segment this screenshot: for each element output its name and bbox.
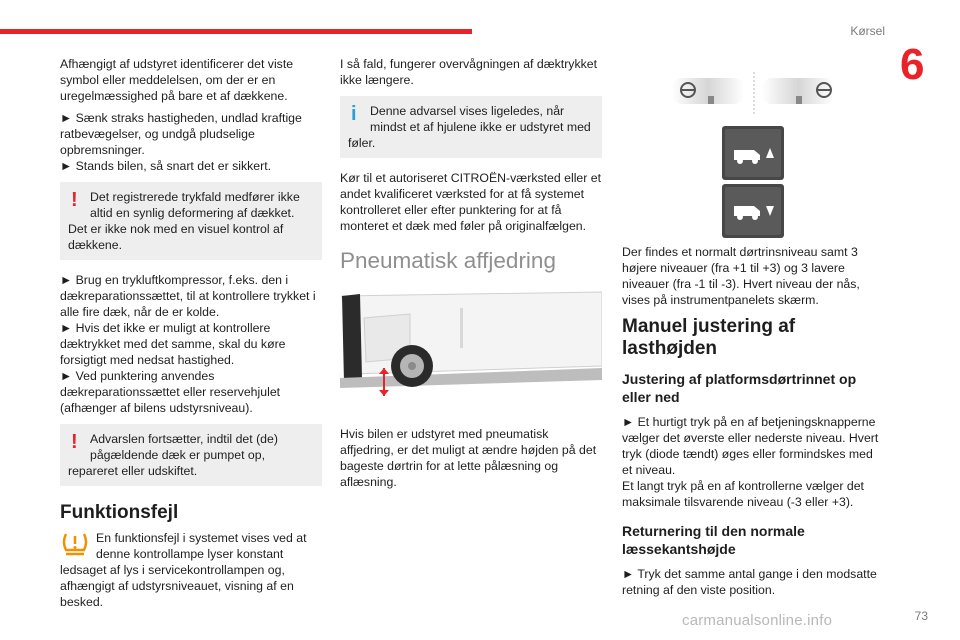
funk-row bbox=[60, 530, 322, 562]
funk-text: En funktionsfejl i systemet vises ved at denne kontrollampe lyser konstant bbox=[96, 531, 307, 561]
bullet: ► Sænk straks hastigheden, undlad kraftige ratbevægelser, og undgå pludselige opbremsninger. bbox=[60, 111, 302, 157]
warning-box bbox=[60, 182, 322, 260]
heading-returnering: Returnering til den normale læssekantshøjde bbox=[622, 523, 805, 557]
info-text: føler. bbox=[348, 136, 376, 150]
bullet: ► Et hurtigt tryk på en af betjeningsknapperne vælger det øverste eller nederste niveau. Hvert tryk (diode tændt) øges eller formindskes med et niveau. bbox=[622, 415, 879, 477]
warning-box bbox=[60, 424, 322, 486]
paragraph: Der findes et normalt dørtrinsniveau samt 3 højere niveauer (fra +1 til +3) og 3 lavere niveauer (fra -1 til -3). Hvert niveau der nås, vises på instrumentpanelets skærm. bbox=[622, 245, 860, 307]
van-raise-button-icon bbox=[722, 126, 784, 180]
info-box bbox=[340, 96, 602, 158]
paragraph: Hvis bilen er udstyret med pneumatisk affjedring, er det muligt at ændre højden på det bageste dørtrin for at lette pålæsning og aflæsning. bbox=[340, 427, 597, 489]
warning-text: repareret eller udskiftet. bbox=[68, 464, 198, 478]
info-text: Denne advarsel vises ligeledes, når mindst et af hjulene ikke er udstyret med bbox=[370, 104, 591, 134]
paragraph: Afhængigt af udstyret identificerer det viste symbol eller meddelelsen, om der er en uregelmæssighed på bare et af dækkene. bbox=[60, 57, 294, 103]
page-number: 73 bbox=[914, 609, 928, 623]
section-name: Kørsel bbox=[850, 24, 885, 38]
warning-mark-icon: ! bbox=[71, 431, 78, 453]
chapter-number: 6 bbox=[900, 40, 925, 89]
bullet: ► Ved punktering anvendes dækreparationssættet eller reservehjulet (afhænger af bilens udstyrsniveau). bbox=[60, 369, 281, 415]
top-accent-bar bbox=[0, 29, 472, 34]
column-3 bbox=[622, 244, 884, 604]
dashboard-display-illustration bbox=[672, 72, 842, 116]
warning-text: Advarslen fortsætter, indtil det (de) pågældende dæk er pumpet op, bbox=[90, 432, 278, 462]
bullet: ► Tryk det samme antal gange i den modsatte retning af den viste position. bbox=[622, 567, 877, 597]
warning-text: Det registrerede trykfald medfører ikke altid en synlig deformering af dækket. bbox=[90, 190, 300, 220]
heading-funktionsfejl: Funktionsfejl bbox=[60, 502, 179, 523]
column-1 bbox=[60, 56, 322, 616]
van-rear-photo bbox=[340, 288, 602, 400]
paragraph: Et langt tryk på en af kontrollerne vælger det maksimale tilsvarende niveau (-3 eller +3). bbox=[622, 479, 864, 509]
paragraph: ledsaget af lys i servicekontrollampen og, afhængigt af udstyrsniveauet, visning af en besked. bbox=[60, 563, 294, 609]
bullet: ► Stands bilen, så snart det er sikkert. bbox=[60, 159, 272, 173]
heading-pneumatisk: Pneumatisk affjedring bbox=[340, 248, 556, 273]
column-2 bbox=[340, 56, 602, 496]
van-lower-button-icon bbox=[722, 184, 784, 238]
heading-manuel-justering: Manuel justering af lasthøjden bbox=[622, 316, 796, 359]
warning-mark-icon: ! bbox=[71, 189, 78, 211]
warning-text: Det er ikke nok med en visuel kontrol af dækkene. bbox=[68, 222, 284, 252]
bullet: ► Brug en trykluftkompressor, f.eks. den i dækreparationssættet, til at kontrollere trykket i alle fire dæk, når de er kolde. bbox=[60, 273, 316, 319]
watermark: carmanualsonline.info bbox=[682, 612, 833, 629]
paragraph: I så fald, fungerer overvågningen af dæktrykket ikke længere. bbox=[340, 57, 598, 87]
bullet: ► Hvis det ikke er muligt at kontrollere dæktrykket med det samme, skal du køre forsigtigt med nedsat hastighed. bbox=[60, 321, 286, 367]
info-mark-icon: i bbox=[351, 103, 357, 125]
tyre-pressure-warning-icon bbox=[60, 530, 90, 558]
paragraph: Kør til et autoriseret CITROËN-værksted eller et andet kvalificeret værksted for at få systemet kontrolleret eller efter punktering for at få monteret et dæk med føler på originalfælgen. bbox=[340, 171, 602, 233]
heading-justering-platform: Justering af platformsdørtrinnet op eller ned bbox=[622, 371, 857, 405]
